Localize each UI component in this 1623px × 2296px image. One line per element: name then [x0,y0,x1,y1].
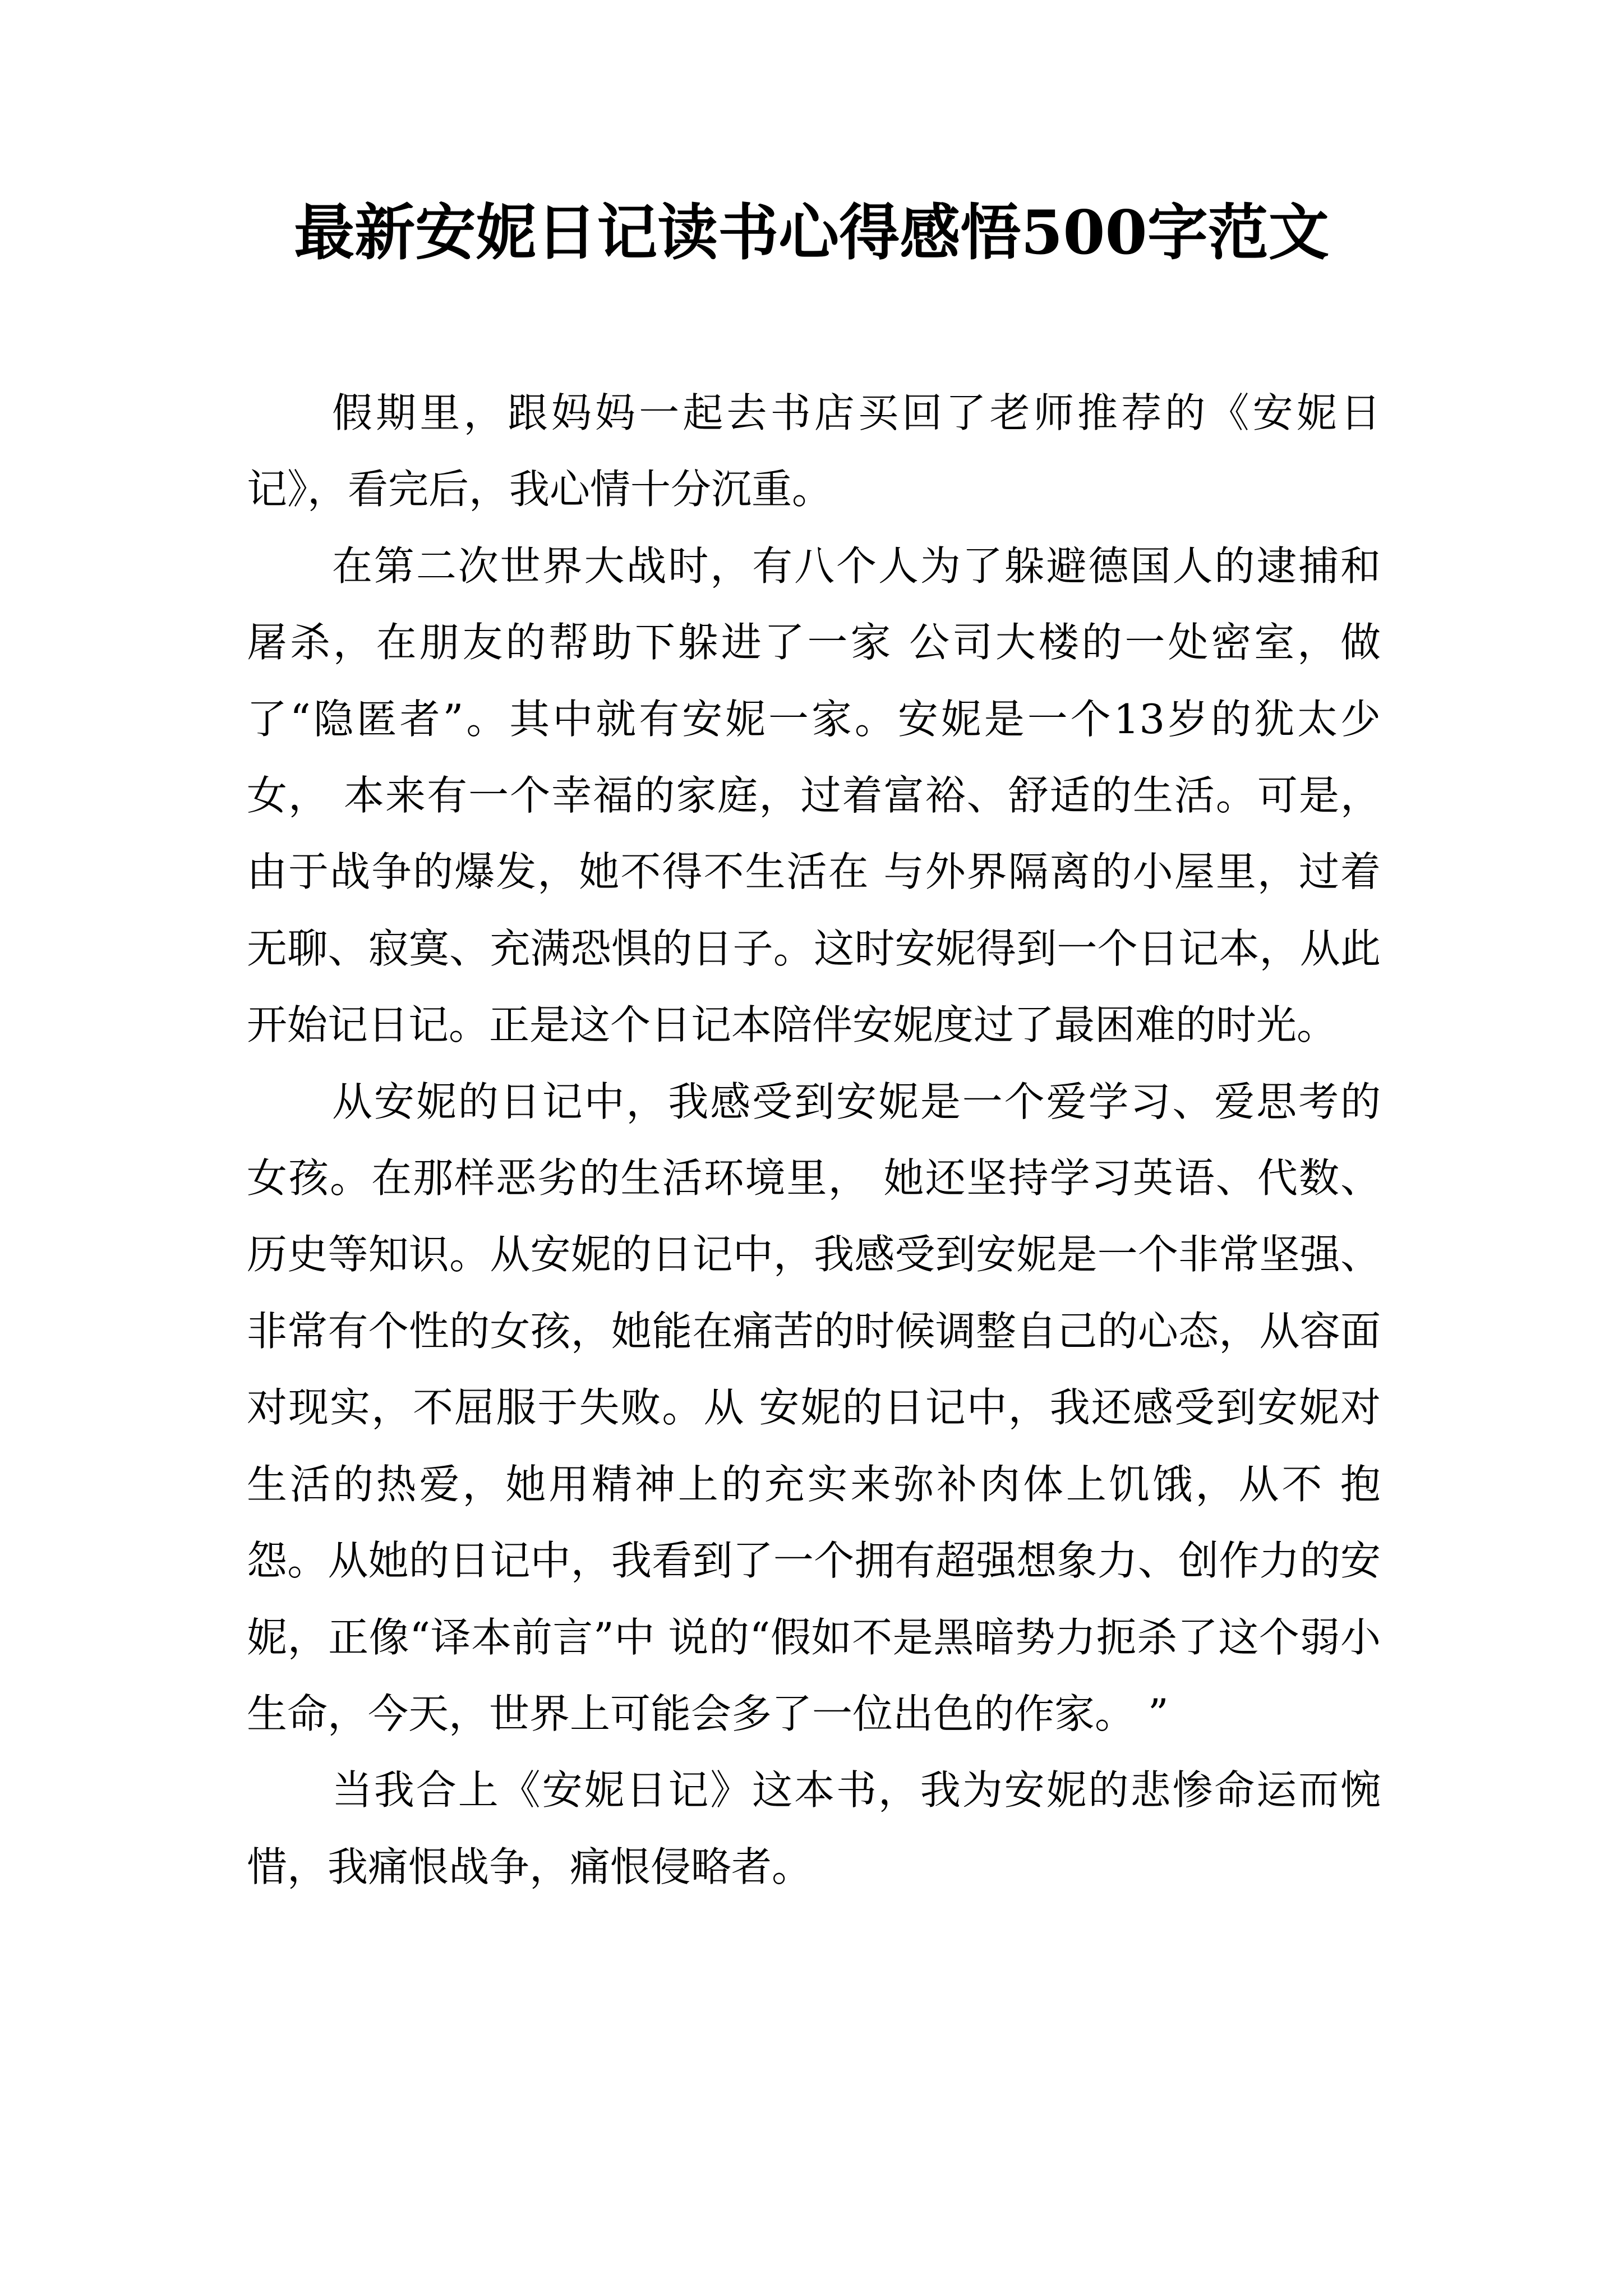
paragraph: 当我合上《安妮日记》这本书，我为安妮的悲惨命运而惋惜，我痛恨战争，痛恨侵略者。 [247,1766,1381,1890]
paragraph: 从安妮的日记中，我感受到安妮是一个爱学习、爱思考的女孩。在那样恶劣的生活环境里， 她还坚持学习英语、代数、历史等知识。从安妮的日记中，我感受到安妮是一个非常坚强、 非常有个性的女孩，她能在痛苦的时候调整自己的心态，从容面对现实，不屈服于失败。从 安妮的日记中，我还感受到安妮对生活的热爱，她用精神上的充实来弥补肉体上饥饿，从不 抱怨。从她的日记中，我看到了一个拥有超强想象力、创作力的安妮，正像“译本前言”中 说的“假如不是黑暗势力扼杀了这个弱小生命，今天，世界上可能会多了一位出色的作家。 ” [247,1078,1381,1737]
document-title: 最新安妮日记读书心得感悟500字范文 [294,197,1329,268]
document-body [247,375,1381,1905]
paragraph: 在第二次世界大战时，有八个人为了躲避德国人的逮捕和屠杀，在朋友的帮助下躲进了一家 公司大楼的一处密室，做了“隐匿者”。其中就有安妮一家。安妮是一个13岁的犹太少女， 本来有一个幸福的家庭，过着富裕、舒适的生活。可是，由于战争的爆发，她不得不生活在 与外界隔离的小屋里，过着无聊、寂寞、充满恐惧的日子。这时安妮得到一个日记本，从此 开始记日记。正是这个日记本陪伴安妮度过了最困难的时光。 [247,542,1381,1049]
paragraph: 假期里，跟妈妈一起去书店买回了老师推荐的《安妮日记》，看完后，我心情十分沉重。 [247,389,1381,513]
